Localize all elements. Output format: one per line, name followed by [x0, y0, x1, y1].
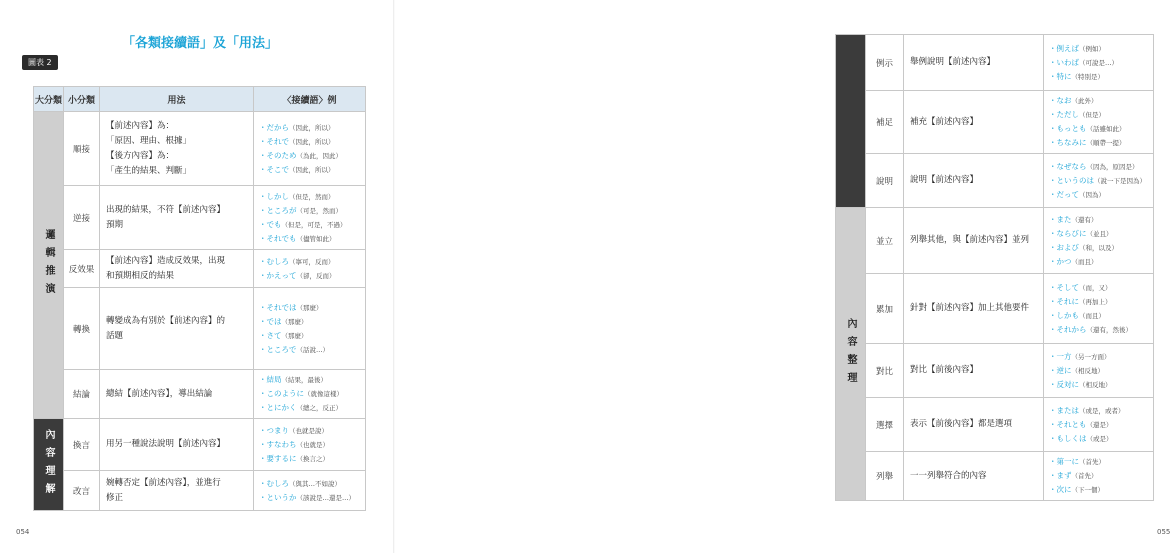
usage-line: 「產生的結果、判斷」 — [106, 165, 192, 176]
usage-cell — [904, 91, 1044, 154]
conjunction-word: また — [1056, 214, 1072, 224]
conjunction-meaning: （也就是說） — [289, 426, 328, 435]
bullet-icon: ・ — [259, 403, 267, 412]
minor-category: 列舉 — [866, 452, 904, 501]
conjunction-meaning: （結果，最後） — [281, 376, 327, 384]
conjunction-meaning: （與其…不如說） — [289, 479, 341, 488]
conjunction-meaning: （而，又） — [1079, 283, 1112, 292]
bullet-icon: ・ — [1049, 214, 1057, 224]
usage-cell — [904, 208, 1044, 274]
conjunction-word: とにかく — [266, 403, 297, 412]
conjunction-item — [259, 343, 360, 357]
conjunction-item — [259, 255, 360, 269]
conjunction-item — [259, 438, 360, 452]
bullet-icon: ・ — [1049, 379, 1057, 389]
conjunction-list — [254, 250, 366, 288]
usage-cell — [100, 250, 254, 288]
conjunction-item — [1049, 404, 1148, 418]
usage-cell — [100, 186, 254, 250]
conjunction-meaning: （可說是…） — [1079, 58, 1118, 67]
conjunction-word: 次に — [1056, 485, 1072, 494]
conjunction-item — [1049, 213, 1148, 227]
minor-category: 補足 — [866, 91, 904, 154]
conjunction-item — [259, 373, 360, 387]
conjunction-list — [254, 288, 366, 370]
table-row — [34, 370, 366, 419]
bullet-icon: ・ — [259, 205, 267, 215]
header-row — [34, 87, 366, 112]
conjunction-word: ちなみに — [1056, 138, 1087, 147]
bullet-icon: ・ — [1049, 351, 1057, 361]
conjunction-item — [259, 204, 360, 218]
bullet-icon: ・ — [259, 389, 267, 398]
minor-category: 轉換 — [64, 288, 100, 370]
bullet-icon: ・ — [259, 439, 267, 449]
usage-line: 用另一種說法說明【前述內容】 — [106, 439, 226, 449]
conjunction-list — [1044, 274, 1154, 344]
conjunction-meaning: （也就是） — [296, 440, 329, 449]
conjunction-meaning: （再加上） — [1079, 297, 1112, 306]
conjunction-meaning: （但是，然而） — [289, 192, 335, 201]
conjunction-word: しかし — [266, 191, 289, 201]
conjunction-meaning: （並且） — [1086, 229, 1113, 238]
conjunction-meaning: （說一下是因為） — [1094, 176, 1146, 185]
conjunction-meaning: （下一個） — [1071, 486, 1104, 494]
conjunction-meaning: （另一方面） — [1071, 352, 1111, 361]
bullet-icon: ・ — [1049, 324, 1057, 334]
conjunction-item — [1049, 418, 1148, 432]
conjunction-meaning: （因此，所以） — [289, 123, 335, 132]
bullet-icon: ・ — [1049, 138, 1057, 147]
conjunction-word: 要するに — [266, 453, 297, 463]
conjunction-list — [1044, 91, 1154, 154]
minor-category: 逆接 — [64, 186, 100, 250]
usage-cell — [904, 344, 1044, 398]
conjunction-item — [259, 329, 360, 343]
usage-cell — [100, 112, 254, 186]
conjunction-word: いわば — [1056, 57, 1079, 67]
conjunction-meaning: （儘管如此） — [296, 234, 336, 243]
conjunction-item — [1049, 469, 1148, 483]
conjunction-meaning: （首先） — [1079, 458, 1105, 466]
conjunction-item — [1049, 350, 1148, 364]
table-row — [836, 452, 1154, 501]
conjunction-list — [254, 419, 366, 471]
usage-line: 表示【前後內容】都是選項 — [910, 419, 1013, 429]
conjunction-item — [259, 315, 360, 329]
bullet-icon: ・ — [259, 453, 267, 463]
usage-line: 修正 — [106, 492, 124, 503]
conjunction-word: それに — [1056, 296, 1079, 306]
conjunction-meaning: （和，以及） — [1079, 243, 1118, 252]
minor-category: 改言 — [64, 471, 100, 511]
usage-line: 出現的結果，不符【前述內容】 — [106, 204, 226, 215]
major-category: 邏輯推演 — [34, 112, 64, 419]
conjunction-item — [1049, 188, 1148, 202]
conjunction-item — [259, 477, 360, 491]
bullet-icon: ・ — [1049, 282, 1057, 292]
conjunction-meaning: （而且） — [1071, 257, 1098, 266]
conjunction-meaning: （那麼） — [281, 317, 308, 326]
conjunction-item — [259, 452, 360, 466]
table-row — [836, 274, 1154, 344]
conjunction-word: かえって — [266, 270, 297, 280]
table-row — [34, 250, 366, 288]
conjunction-item — [1049, 136, 1148, 150]
bullet-icon: ・ — [1049, 189, 1057, 199]
conjunction-item — [1049, 70, 1148, 84]
bullet-icon: ・ — [259, 316, 267, 326]
conjunction-word: このように — [266, 389, 304, 398]
conjunction-list — [254, 370, 366, 419]
left-conjunction-table — [33, 86, 366, 511]
page-number-right: 055 — [1157, 528, 1170, 536]
conjunction-meaning: （首先） — [1071, 472, 1098, 480]
conjunction-item — [1049, 108, 1148, 122]
conjunction-item — [1049, 160, 1148, 174]
bullet-icon: ・ — [1049, 57, 1057, 67]
conjunction-word: 特に — [1056, 71, 1072, 81]
conjunction-word: 例えば — [1056, 43, 1079, 53]
conjunction-item — [259, 190, 360, 204]
usage-cell — [100, 288, 254, 370]
conjunction-meaning: （卻，反而） — [296, 271, 336, 280]
conjunction-item — [1049, 483, 1148, 497]
table-row — [34, 112, 366, 186]
conjunction-list — [1044, 154, 1154, 208]
page-title: 「各類接續語」及「用法」 — [121, 36, 278, 51]
bullet-icon: ・ — [1049, 71, 1057, 81]
conjunction-word: そこで — [266, 164, 289, 174]
conjunction-word: それでも — [266, 233, 297, 243]
conjunction-word: それから — [1056, 324, 1087, 334]
conjunction-item — [1049, 432, 1148, 446]
conjunction-meaning: （話雖如此） — [1086, 125, 1126, 133]
table-row — [34, 419, 366, 471]
header-minor: 小分類 — [64, 87, 100, 112]
conjunction-item — [259, 424, 360, 438]
table-row — [34, 186, 366, 250]
usage-line: 針對【前述內容】加上其他要件 — [910, 303, 1030, 313]
conjunction-meaning: （就像這樣） — [304, 390, 343, 398]
conjunction-word: 逆に — [1056, 365, 1072, 375]
conjunction-item — [1049, 295, 1148, 309]
conjunction-word: さて — [266, 330, 282, 340]
bullet-icon: ・ — [259, 219, 267, 229]
conjunction-item — [259, 149, 360, 163]
conjunction-list — [1044, 452, 1154, 501]
conjunction-meaning: （可是，然而） — [296, 206, 342, 215]
conjunction-item — [259, 232, 360, 246]
minor-category: 對比 — [866, 344, 904, 398]
conjunction-word: むしろ — [266, 478, 289, 488]
conjunction-word: それとも — [1056, 419, 1087, 429]
minor-category: 選擇 — [866, 398, 904, 452]
usage-cell — [904, 35, 1044, 91]
bullet-icon: ・ — [259, 270, 267, 280]
conjunction-word: それで — [266, 136, 289, 146]
usage-line: 轉變成為有別於【前述內容】的 — [106, 315, 226, 326]
major-category: 內容整理 — [836, 208, 866, 501]
conjunction-item — [1049, 323, 1148, 337]
conjunction-meaning: （而且） — [1079, 311, 1105, 320]
conjunction-item — [1049, 122, 1148, 136]
conjunction-word: それでは — [266, 302, 297, 312]
conjunction-word: でも — [266, 219, 282, 229]
conjunction-list — [1044, 208, 1154, 274]
conjunction-meaning: （因此，所以） — [289, 137, 335, 146]
conjunction-word: かつ — [1056, 256, 1072, 266]
conjunction-item — [259, 387, 360, 401]
usage-line: 總結【前述內容】，導出結論 — [106, 388, 213, 399]
conjunction-item — [1049, 309, 1148, 323]
usage-line: 說明【前述內容】 — [910, 175, 979, 185]
conjunction-meaning: （因為，原因是） — [1086, 162, 1139, 171]
bullet-icon: ・ — [259, 256, 267, 266]
conjunction-meaning: （或是） — [1086, 434, 1113, 443]
usage-cell — [904, 398, 1044, 452]
conjunction-word: ならびに — [1056, 228, 1087, 238]
conjunction-list — [254, 186, 366, 250]
table-row — [836, 398, 1154, 452]
conjunction-meaning: （因此，所以） — [289, 165, 335, 174]
conjunction-list — [254, 112, 366, 186]
conjunction-meaning: （順帶一提） — [1086, 139, 1126, 147]
conjunction-meaning: （那麼） — [296, 303, 323, 312]
major-category: 內容理解 — [34, 419, 64, 511]
bullet-icon: ・ — [259, 375, 267, 384]
minor-category: 結論 — [64, 370, 100, 419]
header-major: 大分類 — [34, 87, 64, 112]
conjunction-list — [1044, 344, 1154, 398]
conjunction-meaning: （但是） — [1079, 111, 1105, 119]
conjunction-meaning: （那麼） — [281, 331, 308, 340]
conjunction-word: では — [266, 316, 282, 326]
conjunction-item — [1049, 364, 1148, 378]
conjunction-meaning: （例如） — [1079, 44, 1105, 53]
usage-cell — [100, 471, 254, 511]
bullet-icon: ・ — [1049, 175, 1057, 185]
conjunction-word: または — [1056, 405, 1079, 415]
bullet-icon: ・ — [1049, 405, 1057, 415]
conjunction-item — [1049, 42, 1148, 56]
bullet-icon: ・ — [259, 344, 267, 354]
conjunction-meaning: （還有，然後） — [1086, 325, 1132, 334]
usage-line: 列舉其他，與【前述內容】並列 — [910, 235, 1030, 245]
conjunction-word: ところが — [266, 205, 297, 215]
bullet-icon: ・ — [1049, 365, 1057, 375]
conjunction-meaning: （此外） — [1071, 97, 1098, 105]
conjunction-meaning: （為此，因此） — [296, 151, 342, 160]
bullet-icon: ・ — [1049, 485, 1057, 494]
usage-cell — [100, 419, 254, 471]
bullet-icon: ・ — [1049, 110, 1057, 119]
usage-line: 【前述內容】為： — [106, 120, 175, 131]
bullet-icon: ・ — [259, 302, 267, 312]
bullet-icon: ・ — [259, 136, 267, 146]
bullet-icon: ・ — [1049, 43, 1057, 53]
table-row — [836, 91, 1154, 154]
left-page — [0, 0, 395, 553]
conjunction-item — [259, 301, 360, 315]
conjunction-meaning: （但是，可是，不過） — [281, 220, 347, 229]
bullet-icon: ・ — [259, 150, 267, 160]
bullet-icon: ・ — [1049, 124, 1057, 133]
bullet-icon: ・ — [259, 492, 267, 502]
conjunction-item — [1049, 56, 1148, 70]
usage-line: 話題 — [106, 330, 124, 341]
conjunction-meaning: （還是） — [1086, 420, 1113, 429]
conjunction-word: むしろ — [266, 256, 289, 266]
usage-line: 對比【前後內容】 — [910, 365, 979, 375]
conjunction-word: すなわち — [266, 439, 297, 449]
conjunction-item — [259, 135, 360, 149]
table-row — [836, 35, 1154, 91]
conjunction-word: そのため — [266, 150, 297, 160]
conjunction-word: つまり — [266, 425, 289, 435]
usage-line: 【後方內容】為： — [106, 150, 175, 161]
conjunction-word: そして — [1056, 282, 1079, 292]
conjunction-meaning: （或是，或者） — [1079, 406, 1125, 415]
conjunction-item — [259, 269, 360, 283]
bullet-icon: ・ — [1049, 457, 1057, 466]
minor-category: 說明 — [866, 154, 904, 208]
conjunction-item — [259, 401, 360, 415]
conjunction-word: というのは — [1056, 175, 1094, 185]
conjunction-item — [1049, 241, 1148, 255]
conjunction-meaning: （話說…） — [296, 345, 329, 354]
conjunction-item — [1049, 227, 1148, 241]
conjunction-meaning: （特別是） — [1071, 72, 1104, 81]
conjunction-item — [259, 121, 360, 135]
conjunction-list — [1044, 35, 1154, 91]
conjunction-item — [1049, 174, 1148, 188]
bullet-icon: ・ — [1049, 242, 1057, 252]
conjunction-word: 反対に — [1056, 379, 1079, 389]
table-row — [34, 288, 366, 370]
usage-line: 預期 — [106, 219, 124, 230]
conjunction-item — [1049, 378, 1148, 392]
usage-line: 「原因、理由、根據」 — [106, 135, 192, 146]
bullet-icon: ・ — [259, 478, 267, 488]
conjunction-word: なお — [1056, 96, 1072, 105]
conjunction-word: なぜなら — [1056, 161, 1087, 171]
minor-category: 並立 — [866, 208, 904, 274]
bullet-icon: ・ — [259, 330, 267, 340]
bullet-icon: ・ — [1049, 228, 1057, 238]
conjunction-word: しかも — [1056, 310, 1079, 320]
conjunction-word: ところで — [266, 344, 297, 354]
right-page — [395, 0, 1170, 553]
conjunction-item — [259, 163, 360, 177]
conjunction-list — [1044, 398, 1154, 452]
conjunction-meaning: （因為） — [1079, 190, 1105, 199]
minor-category: 反效果 — [64, 250, 100, 288]
minor-category: 順接 — [64, 112, 100, 186]
usage-line: 補充【前述內容】 — [910, 116, 979, 127]
minor-category: 例示 — [866, 35, 904, 91]
conjunction-word: もっとも — [1056, 124, 1087, 133]
conjunction-item — [1049, 255, 1148, 269]
table-row — [836, 154, 1154, 208]
conjunction-meaning: （相反地） — [1079, 380, 1112, 389]
conjunction-list — [254, 471, 366, 511]
conjunction-meaning: （還有） — [1071, 215, 1098, 224]
conjunction-word: だから — [266, 122, 289, 132]
bullet-icon: ・ — [259, 425, 267, 435]
conjunction-item — [259, 491, 360, 505]
right-conjunction-table — [835, 34, 1154, 501]
usage-cell — [100, 370, 254, 419]
bullet-icon: ・ — [259, 164, 267, 174]
conjunction-word: 第一に — [1056, 457, 1079, 466]
conjunction-word: というか — [266, 492, 297, 502]
conjunction-meaning: （相反地） — [1071, 366, 1104, 375]
usage-line: 舉例說明【前述內容】 — [910, 57, 996, 67]
table-row — [836, 208, 1154, 274]
bullet-icon: ・ — [259, 233, 267, 243]
header-conj: 〈接續語〉例 — [254, 87, 366, 112]
bullet-icon: ・ — [259, 122, 267, 132]
conjunction-item — [1049, 94, 1148, 108]
conjunction-word: ただし — [1056, 110, 1079, 119]
page-number-left: 054 — [16, 528, 30, 536]
conjunction-meaning: （總之，反正） — [296, 404, 342, 412]
conjunction-word: だって — [1056, 189, 1079, 199]
usage-line: 婉轉否定【前述內容】，並進行 — [106, 477, 221, 488]
conjunction-item — [1049, 455, 1148, 469]
conjunction-meaning: （寧可，反而） — [289, 257, 335, 266]
conjunction-item — [1049, 281, 1148, 295]
conjunction-word: まず — [1056, 471, 1072, 480]
bullet-icon: ・ — [1049, 433, 1057, 443]
conjunction-word: 結局 — [266, 375, 282, 384]
bullet-icon: ・ — [1049, 96, 1057, 105]
conjunction-item — [259, 218, 360, 232]
bullet-icon: ・ — [259, 191, 267, 201]
conjunction-meaning: （該說是…還是…） — [296, 493, 355, 502]
bullet-icon: ・ — [1049, 471, 1057, 480]
usage-cell — [904, 452, 1044, 501]
usage-line: 【前述內容】造成反效果，出現 — [106, 255, 226, 266]
conjunction-word: 一方 — [1056, 351, 1072, 361]
major-category — [836, 35, 866, 208]
usage-line: 和預期相反的結果 — [106, 270, 175, 281]
usage-cell — [904, 274, 1044, 344]
minor-category: 換言 — [64, 419, 100, 471]
bullet-icon: ・ — [1049, 419, 1057, 429]
table-row — [836, 344, 1154, 398]
usage-line: 一一列舉符合的內容 — [910, 470, 987, 481]
conjunction-word: および — [1056, 242, 1079, 252]
bullet-icon: ・ — [1049, 296, 1057, 306]
bullet-icon: ・ — [1049, 310, 1057, 320]
table-row — [34, 471, 366, 511]
header-usage: 用法 — [100, 87, 254, 112]
chart-tag: 圖表 2 — [22, 55, 58, 70]
conjunction-meaning: （換言之） — [296, 454, 329, 463]
bullet-icon: ・ — [1049, 161, 1057, 171]
bullet-icon: ・ — [1049, 256, 1057, 266]
usage-cell — [904, 154, 1044, 208]
conjunction-word: もしくは — [1056, 433, 1087, 443]
minor-category: 累加 — [866, 274, 904, 344]
